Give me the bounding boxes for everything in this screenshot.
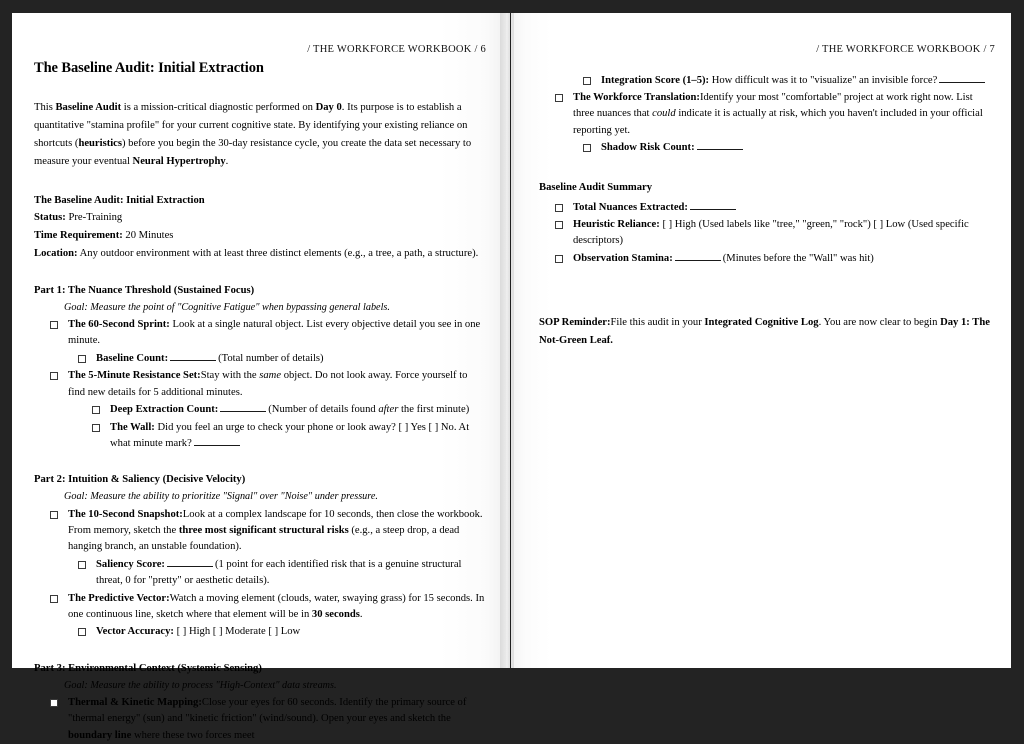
item-label: Deep Extraction Count: [110, 404, 219, 416]
meta-status [34, 209, 486, 227]
item-label: The Wall: [110, 421, 155, 433]
audit-meta-block [34, 192, 486, 263]
item-body: (1 point for each identified risk that is a genuine structural threat, 0 for "pretty" or aesthetic details). [96, 558, 462, 587]
item-body: [ ] High [ ] Moderate [ ] Low [176, 626, 301, 638]
item-bold-phrase: three most significant structural risks [178, 524, 349, 536]
checklist-item-deep-extraction-count[interactable] [34, 402, 486, 418]
checklist-item-text [573, 200, 995, 216]
checklist-item-text [573, 217, 995, 250]
item-body-a: Look at a complex landscape for 10 seconds, then close the workbook. From memory, sketch the [68, 508, 483, 536]
checkbox-icon[interactable] [50, 699, 58, 707]
part3-heading: Part 3: Environmental Context (Systemic Sensing) [34, 662, 262, 674]
checklist-item-text [68, 695, 486, 744]
spacer [539, 59, 995, 73]
page-left [12, 13, 510, 741]
checklist-item-text [573, 251, 995, 267]
fill-in-blank[interactable] [170, 351, 216, 361]
part1-goal: Goal: Measure the point of "Cognitive Fatigue" when bypassing general labels. [64, 301, 390, 313]
checkbox-icon[interactable] [50, 321, 58, 329]
checklist-item-text [68, 368, 486, 401]
item-body-a: Close your eyes for 60 seconds. Identify the primary source of "thermal energy" (sun) and "kinetic friction" (wind/sound). Open your eyes and sketch the [68, 697, 467, 725]
item-body-b: where these two forces meet [131, 729, 255, 741]
checklist-item-60-second-sprint[interactable] [34, 317, 486, 350]
item-body: Did you feel an urge to check your phone or look away? [ ] Yes [ ] No. At what minute mark? [110, 421, 470, 449]
meta-location [34, 245, 486, 263]
checkbox-icon[interactable] [92, 406, 100, 414]
summary-heading: Baseline Audit Summary [539, 181, 653, 193]
item-bold-phrase: boundary line [68, 729, 132, 741]
spacer [539, 158, 995, 180]
item-label: The 5-Minute Resistance Set: [68, 370, 201, 382]
item-body: [ ] High (Used labels like "tree," "green," "rock") [ ] Low (Used specific descriptors) [573, 219, 969, 247]
item-label: Observation Stamina: [573, 252, 673, 264]
item-body-a: (Number of details found [268, 404, 379, 416]
item-body-b: the first minute) [398, 404, 470, 416]
part1-heading: Part 1: The Nuance Threshold (Sustained Focus) [34, 284, 255, 296]
item-label: Baseline Count: [96, 352, 169, 364]
term-neural-hypertrophy: Neural Hypertrophy [132, 156, 226, 168]
item-label: Thermal & Kinetic Mapping: [68, 697, 202, 709]
item-label: Integration Score (1–5): [601, 74, 710, 86]
item-label: Vector Accuracy: [96, 626, 174, 638]
sop-bold-a: Integrated Cognitive Log [704, 317, 819, 329]
item-body-b: object. Do not look away. Force yourself to find new details for 5 additional minutes. [68, 370, 468, 398]
item-body-a: Stay with the [200, 370, 260, 382]
meta-status-value: Pre-Training [68, 212, 123, 224]
checklist-item-text [110, 402, 486, 418]
checklist-item-saliency-score[interactable] [34, 557, 486, 590]
item-emphasis: after [378, 404, 399, 416]
item-label: Heuristic Reliance: [573, 219, 660, 231]
checklist-item-vector-accuracy[interactable] [34, 624, 486, 640]
checkbox-icon[interactable] [555, 255, 563, 263]
checkbox-icon[interactable] [583, 77, 591, 85]
meta-time-value: 20 Minutes [125, 230, 174, 242]
meta-status-label: Status: [34, 212, 66, 224]
section-heading: The Baseline Audit: Initial Extraction [34, 194, 205, 206]
item-body-b: . [359, 609, 363, 621]
page-title: The Baseline Audit: Initial Extraction [34, 59, 264, 76]
meta-location-label: Location: [34, 248, 78, 260]
checklist-item-total-nuances-extracted[interactable] [539, 200, 995, 216]
sop-label: SOP Reminder: [539, 317, 611, 329]
item-label: The Predictive Vector: [68, 592, 170, 604]
item-body: Look at a single natural object. List every objective detail you see in one minute. [68, 319, 481, 347]
checklist-item-observation-stamina[interactable] [539, 251, 995, 267]
checklist-item-the-wall[interactable] [34, 420, 486, 453]
checklist-item-thermal-kinetic-mapping[interactable] [34, 695, 486, 744]
item-label: Saliency Score: [96, 558, 165, 570]
fill-in-blank[interactable] [220, 402, 266, 412]
checklist-item-5-minute-resistance-set[interactable] [34, 368, 486, 401]
checkbox-icon[interactable] [78, 561, 86, 569]
item-emphasis: could [652, 108, 676, 120]
running-head-right: / THE WORKFORCE WORKBOOK / 7 [816, 44, 995, 55]
item-body: (Total number of details) [218, 352, 324, 364]
checklist-item-baseline-count[interactable] [34, 351, 486, 367]
checklist-item-heuristic-reliance[interactable] [539, 217, 995, 250]
meta-time [34, 227, 486, 245]
item-body-a: Watch a moving element (clouds, water, swaying grass) for 15 seconds. In one continuous line, sketch where that element will be in [68, 592, 485, 621]
meta-location-value: Any outdoor environment with at least three distinct elements (e.g., a tree, a path, a structure). [79, 248, 479, 260]
checklist-item-text [96, 557, 486, 590]
checklist-item-workforce-translation[interactable] [539, 90, 995, 139]
item-body-b: (e.g., a steep drop, a dead hanging branch, an unstable foundation). [68, 524, 460, 553]
item-label: The 10-Second Snapshot: [68, 508, 183, 520]
fill-in-blank[interactable] [167, 557, 213, 567]
checklist-item-text [68, 507, 486, 556]
sop-text-b: . You are now clear to begin [818, 317, 941, 329]
item-body: (Minutes before the "Wall" was hit) [722, 252, 874, 264]
checkbox-icon[interactable] [555, 94, 563, 102]
item-body-b: indicate it is actually at risk, which you haven't included in your official reporting yet. [573, 108, 983, 136]
item-label: The Workforce Translation: [573, 92, 700, 104]
checkbox-icon[interactable] [555, 204, 563, 212]
term-day-zero: Day 0 [315, 101, 342, 113]
item-label: Total Nuances Extracted: [573, 201, 688, 213]
checkbox-icon[interactable] [78, 628, 86, 636]
fill-in-blank[interactable] [690, 200, 736, 210]
checkbox-icon[interactable] [50, 511, 58, 519]
checklist-item-text [601, 140, 995, 156]
intro-paragraph: This Baseline Audit is a mission-critical diagnostic performed on Day 0. Its purpose is to establish a quantitative "stamina profile" for your current cognitive state. By identifying your existing reliance on shortcuts (heuristics) before you begin the 30-day resistance cycle, you create the data set necessary to measure your eventual Neural Hypertrophy. [34, 101, 472, 168]
running-head-left: / THE WORKFORCE WORKBOOK / 6 [307, 44, 486, 55]
sop-reminder [539, 314, 995, 350]
checkbox-icon[interactable] [583, 144, 591, 152]
checklist-item-shadow-risk-count[interactable] [539, 140, 995, 156]
checklist-item-text [110, 420, 486, 453]
checklist-item-text [96, 624, 486, 640]
item-body: How difficult was it to "visualize" an invisible force? [711, 74, 938, 86]
checkbox-icon[interactable] [92, 424, 100, 432]
item-label: The 60-Second Sprint: [68, 319, 170, 331]
term-baseline-audit: Baseline Audit [55, 101, 122, 113]
part2-heading: Part 2: Intuition & Saliency (Decisive Velocity) [34, 474, 246, 486]
checklist-item-text [601, 73, 995, 89]
part3-goal: Goal: Measure the ability to process "High-Context" data streams. [64, 679, 337, 691]
checkbox-icon[interactable] [50, 595, 58, 603]
fill-in-blank[interactable] [194, 436, 240, 446]
item-bold-phrase: 30 seconds [311, 609, 360, 621]
meta-time-label: Time Requirement: [34, 230, 123, 242]
item-emphasis: same [259, 370, 282, 382]
checkbox-icon[interactable] [555, 221, 563, 229]
page-right [511, 13, 1011, 668]
checkbox-icon[interactable] [50, 372, 58, 380]
part2-goal: Goal: Measure the ability to prioritize "Signal" over "Noise" under pressure. [64, 491, 378, 503]
sop-text-a: File this audit in your [610, 317, 705, 329]
fill-in-blank[interactable] [939, 73, 985, 83]
checklist-item-text [68, 591, 486, 624]
checklist-item-text [573, 90, 995, 139]
item-body-a: Identify your most "comfortable" project at work right now. List three nuances that [573, 92, 973, 120]
fill-in-blank[interactable] [697, 141, 743, 151]
checklist-item-text [68, 317, 486, 350]
checklist-item-10-second-snapshot[interactable] [34, 507, 486, 556]
fill-in-blank[interactable] [675, 251, 721, 261]
item-label: Shadow Risk Count: [601, 142, 695, 154]
spacer [539, 268, 995, 314]
term-heuristics: heuristics [78, 138, 122, 150]
checklist-item-text [96, 351, 486, 367]
sop-bold-b: Day 1: The Not-Green Leaf. [539, 317, 990, 347]
checklist-item-integration-score[interactable] [539, 73, 995, 89]
checkbox-icon[interactable] [78, 355, 86, 363]
checklist-item-predictive-vector[interactable] [34, 591, 486, 624]
